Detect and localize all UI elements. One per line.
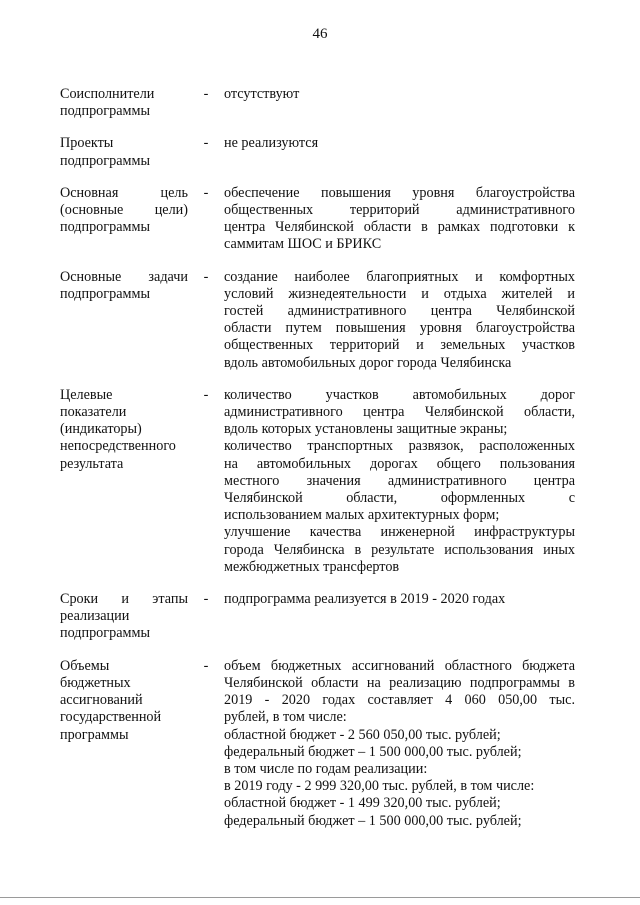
label-line: государственной	[60, 709, 162, 726]
label-line: подпрограммы	[60, 285, 150, 302]
label-line: Целевые	[60, 386, 113, 403]
content-line: местного значения административного центра	[224, 472, 575, 489]
content-line: условий жизнедеятельности и отдыха жителей и	[224, 285, 575, 302]
content-line: вдоль которых установлены защитные экраны;	[224, 421, 508, 438]
section-dash: -	[203, 657, 209, 674]
label-line: реализации	[60, 608, 130, 625]
label-line: Основные задачи	[60, 268, 188, 285]
content-line: центра Челябинской области в рамках подготовки к	[224, 219, 575, 236]
section-label	[60, 658, 188, 744]
content-line: 2019 - 2020 годах составляет 4 060 050,00 тыс.	[224, 692, 575, 709]
content-line: на автомобильных дорогах общего пользования	[224, 455, 575, 472]
section-dash: -	[203, 135, 209, 152]
content-line: в том числе по годам реализации:	[224, 760, 428, 777]
section-label	[60, 135, 188, 169]
label-line: Объемы	[60, 657, 110, 674]
section-dash: -	[203, 86, 209, 102]
section-content	[224, 387, 575, 576]
content-line: федеральный бюджет – 1 500 000,00 тыс. рублей;	[224, 743, 522, 760]
page-bottom-divider	[0, 897, 640, 898]
label-line: бюджетных	[60, 674, 131, 691]
label-line: программы	[60, 726, 129, 743]
section-dash: -	[203, 591, 209, 608]
label-line: подпрограммы	[60, 103, 150, 120]
content-line: административного центра Челябинской области,	[224, 404, 575, 421]
content-line: создание наиболее благоприятных и комфортных	[224, 268, 575, 285]
section-dash: -	[203, 386, 209, 403]
label-line: подпрограммы	[60, 219, 150, 236]
content-line: обеспечение повышения уровня благоустройства	[224, 184, 575, 201]
content-line: общественных территорий административного	[224, 202, 575, 219]
content-line: объем бюджетных ассигнований областного бюджета	[224, 657, 575, 674]
section-label	[60, 185, 188, 237]
section-content	[224, 269, 575, 372]
label-line: Соисполнители	[60, 86, 155, 102]
content-line: саммитам ШОС и БРИКС	[224, 236, 382, 253]
section-timeframe	[60, 591, 575, 643]
section-dash: -	[203, 268, 209, 285]
content-line: города Челябинска в результате использования иных	[224, 541, 575, 558]
label-line: (основные цели)	[60, 202, 188, 219]
content-line: улучшение качества инженерной инфраструктуры	[224, 524, 575, 541]
label-line: Основная цель	[60, 184, 188, 201]
passport-table	[60, 86, 575, 830]
content-line: областной бюджет - 1 499 320,00 тыс. рублей;	[224, 795, 501, 812]
content-line: количество транспортных развязок, расположенных	[224, 438, 575, 455]
content-line: не реализуются	[224, 135, 319, 152]
label-line: (индикаторы)	[60, 421, 142, 438]
label-line: подпрограммы	[60, 152, 150, 169]
label-line: Сроки и этапы	[60, 591, 188, 608]
page-number: 46	[312, 26, 328, 42]
content-line: областной бюджет - 2 560 050,00 тыс. рублей;	[224, 726, 501, 743]
content-line: Челябинской области на реализацию подпрограммы в	[224, 674, 575, 691]
content-line: отсутствуют	[224, 86, 300, 102]
section-label	[60, 387, 188, 473]
label-line: непосредственного	[60, 438, 176, 455]
content-line: федеральный бюджет – 1 500 000,00 тыс. рублей;	[224, 812, 522, 829]
section-main-goal	[60, 185, 575, 254]
section-label	[60, 269, 188, 303]
content-line: рублей, в том числе:	[224, 709, 347, 726]
label-line: подпрограммы	[60, 625, 150, 642]
section-main-tasks	[60, 269, 575, 372]
content-line: подпрограмма реализуется в 2019 - 2020 годах	[224, 591, 506, 608]
section-projects	[60, 135, 575, 169]
content-line: в 2019 году - 2 999 320,00 тыс. рублей, в том числе:	[224, 778, 535, 795]
content-line: гостей административного центра Челябинской	[224, 303, 575, 320]
section-content	[224, 86, 575, 103]
section-content	[224, 185, 575, 254]
label-line: ассигнований	[60, 692, 143, 709]
content-line: использованием малых архитектурных форм;	[224, 507, 500, 524]
section-content	[224, 658, 575, 830]
label-line: результата	[60, 455, 124, 472]
content-line: области путем повышения уровня благоустройства	[224, 320, 575, 337]
section-content	[224, 591, 575, 608]
label-line: Проекты	[60, 135, 114, 152]
section-dash: -	[203, 184, 209, 201]
content-line: количество участков автомобильных дорог	[224, 386, 575, 403]
section-label	[60, 86, 188, 120]
section-coexecutors	[60, 86, 575, 120]
section-content	[224, 135, 575, 152]
content-line: Челябинской области, оформленных с	[224, 490, 575, 507]
content-line: общественных территорий и земельных участков	[224, 337, 575, 354]
section-budget	[60, 658, 575, 830]
content-line: межбюджетных трансфертов	[224, 558, 400, 575]
label-line: показатели	[60, 404, 127, 421]
section-label	[60, 591, 188, 643]
section-target-indicators	[60, 387, 575, 576]
content-line: вдоль автомобильных дорог города Челябинска	[224, 354, 512, 371]
